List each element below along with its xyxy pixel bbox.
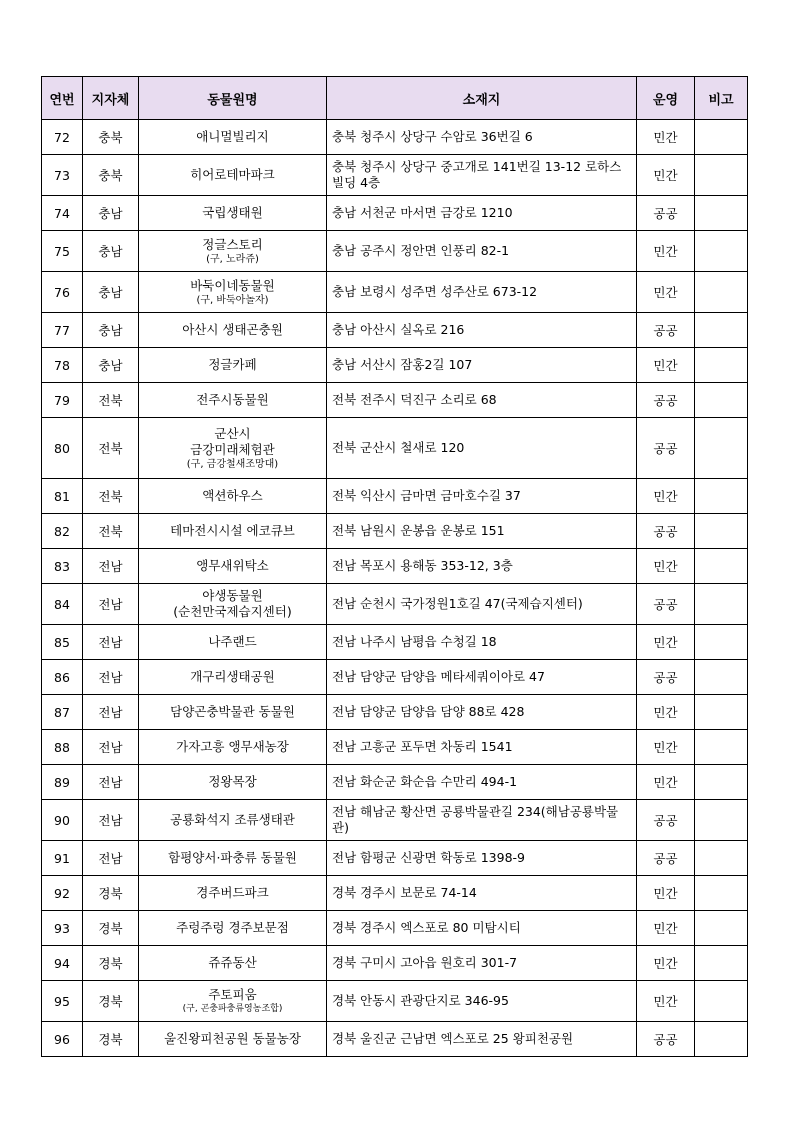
zoo-name: 액션하우스 (202, 488, 263, 503)
former-name-note: (구, 금강철새조망대) (186, 458, 279, 470)
row-name (139, 800, 327, 841)
row-no: 81 (42, 479, 83, 514)
row-remarks (695, 120, 748, 155)
row-region: 충남 (83, 231, 139, 272)
row-remarks (695, 584, 748, 625)
row-no: 78 (42, 348, 83, 383)
row-no: 94 (42, 946, 83, 981)
row-no: 93 (42, 911, 83, 946)
row-name (139, 660, 327, 695)
table-row (42, 549, 748, 584)
row-address: 충남 공주시 정안면 인풍리 82-1 (327, 231, 637, 272)
row-operation: 민간 (637, 730, 695, 765)
row-no: 83 (42, 549, 83, 584)
row-address: 충북 청주시 상당구 수암로 36번길 6 (327, 120, 637, 155)
row-operation: 민간 (637, 981, 695, 1022)
row-operation: 공공 (637, 313, 695, 348)
table-header (42, 77, 748, 120)
row-no: 80 (42, 418, 83, 479)
row-remarks (695, 549, 748, 584)
row-region: 전남 (83, 625, 139, 660)
row-no: 91 (42, 841, 83, 876)
row-no: 85 (42, 625, 83, 660)
row-address: 충남 서천군 마서면 금강로 1210 (327, 196, 637, 231)
row-name (139, 765, 327, 800)
row-name (139, 514, 327, 549)
row-remarks (695, 981, 748, 1022)
table-row (42, 196, 748, 231)
row-remarks (695, 272, 748, 313)
row-name (139, 418, 327, 479)
row-remarks (695, 231, 748, 272)
table-body (42, 120, 748, 1057)
zoo-name: 애니멀빌리지 (196, 129, 269, 144)
row-operation: 민간 (637, 625, 695, 660)
row-remarks (695, 196, 748, 231)
former-name-note: (구, 곤충파충류영농조합) (182, 1003, 283, 1014)
row-operation: 민간 (637, 876, 695, 911)
zoo-name: 쥬쥬동산 (208, 955, 257, 970)
header-operation: 운영 (637, 77, 695, 120)
table-row (42, 348, 748, 383)
row-operation: 민간 (637, 231, 695, 272)
row-remarks (695, 155, 748, 196)
row-no: 82 (42, 514, 83, 549)
row-remarks (695, 730, 748, 765)
row-operation: 민간 (637, 765, 695, 800)
table-row (42, 765, 748, 800)
zoo-name: 울진왕피천공원 동물농장 (164, 1031, 301, 1046)
table-row (42, 383, 748, 418)
row-remarks (695, 313, 748, 348)
row-address: 전남 함평군 신광면 학동로 1398-9 (327, 841, 637, 876)
row-region: 전남 (83, 841, 139, 876)
row-name (139, 946, 327, 981)
zoo-name: 군산시 (214, 425, 251, 441)
table-row (42, 155, 748, 196)
zoo-name: 정글카페 (208, 357, 257, 372)
row-operation: 민간 (637, 549, 695, 584)
row-operation: 공공 (637, 800, 695, 841)
table-row (42, 625, 748, 660)
row-name (139, 383, 327, 418)
row-no: 84 (42, 584, 83, 625)
header-address: 소재지 (327, 77, 637, 120)
row-region: 경북 (83, 911, 139, 946)
row-name (139, 479, 327, 514)
zoo-name: 주토피움 (208, 986, 257, 1002)
row-region: 경북 (83, 946, 139, 981)
row-address: 충남 아산시 실옥로 216 (327, 313, 637, 348)
row-no: 77 (42, 313, 83, 348)
row-address: 충남 서산시 잠홍2길 107 (327, 348, 637, 383)
table-row (42, 695, 748, 730)
row-no: 95 (42, 981, 83, 1022)
table-row (42, 120, 748, 155)
table-row (42, 418, 748, 479)
row-remarks (695, 514, 748, 549)
row-address: 충남 보령시 성주면 성주산로 673-12 (327, 272, 637, 313)
zoo-name-line2: 금강미래체험관 (190, 441, 275, 457)
row-region: 전북 (83, 418, 139, 479)
row-operation: 민간 (637, 911, 695, 946)
row-region: 전북 (83, 514, 139, 549)
row-address: 전남 목포시 용해동 353-12, 3층 (327, 549, 637, 584)
row-remarks (695, 800, 748, 841)
row-name (139, 981, 327, 1022)
row-operation: 공공 (637, 383, 695, 418)
row-name (139, 549, 327, 584)
zoo-name: 아산시 생태곤충원 (182, 322, 283, 337)
row-address: 전북 군산시 철새로 120 (327, 418, 637, 479)
row-address: 전남 고흥군 포두면 차동리 1541 (327, 730, 637, 765)
row-operation: 민간 (637, 155, 695, 196)
row-no: 79 (42, 383, 83, 418)
zoo-name: 정글스토리 (202, 236, 263, 252)
zoo-name: 야생동물원 (202, 588, 263, 603)
row-operation: 공공 (637, 196, 695, 231)
table-row (42, 272, 748, 313)
row-no: 89 (42, 765, 83, 800)
row-region: 경북 (83, 981, 139, 1022)
row-region: 전남 (83, 765, 139, 800)
row-name (139, 625, 327, 660)
table-row (42, 800, 748, 841)
zoo-name: 전주시동물원 (196, 392, 269, 407)
table-row (42, 730, 748, 765)
zoo-name: 앵무새위탁소 (196, 558, 269, 573)
table-row (42, 479, 748, 514)
row-operation: 민간 (637, 479, 695, 514)
row-name (139, 231, 327, 272)
row-region: 충남 (83, 272, 139, 313)
row-region: 경북 (83, 876, 139, 911)
row-region: 전남 (83, 730, 139, 765)
table-row (42, 313, 748, 348)
row-name (139, 348, 327, 383)
row-remarks (695, 1022, 748, 1057)
row-name (139, 120, 327, 155)
table-row (42, 1022, 748, 1057)
row-no: 87 (42, 695, 83, 730)
row-name (139, 1022, 327, 1057)
row-name (139, 155, 327, 196)
row-name (139, 272, 327, 313)
row-operation: 민간 (637, 348, 695, 383)
former-name-note: (구, 노라쥬) (206, 253, 259, 265)
row-address: 충북 청주시 상당구 중고개로 141번길 13-12 로하스빌딩 4층 (327, 155, 637, 196)
row-operation: 민간 (637, 272, 695, 313)
former-name-note: (구, 바둑아놀자) (196, 294, 269, 306)
zoo-name: 히어로테마파크 (190, 167, 275, 182)
row-no: 73 (42, 155, 83, 196)
row-region: 충북 (83, 120, 139, 155)
row-no: 75 (42, 231, 83, 272)
table-row (42, 876, 748, 911)
row-address: 경북 안동시 관광단지로 346-95 (327, 981, 637, 1022)
row-remarks (695, 841, 748, 876)
row-address: 경북 구미시 고아읍 원호리 301-7 (327, 946, 637, 981)
row-address: 전남 화순군 화순읍 수만리 494-1 (327, 765, 637, 800)
header-no: 연번 (42, 77, 83, 120)
table-row (42, 911, 748, 946)
row-no: 86 (42, 660, 83, 695)
zoo-name: 개구리생태공원 (190, 669, 275, 684)
row-remarks (695, 383, 748, 418)
row-name (139, 911, 327, 946)
row-no: 72 (42, 120, 83, 155)
zoo-name: 가자고흥 앵무새농장 (176, 739, 289, 754)
row-address: 전남 해남군 황산면 공룡박물관길 234(해남공룡박물관) (327, 800, 637, 841)
row-name (139, 695, 327, 730)
zoo-name: 공룡화석지 조류생태관 (170, 812, 295, 827)
row-address: 경북 경주시 보문로 74-14 (327, 876, 637, 911)
zoo-name: 국립생태원 (202, 205, 263, 220)
row-operation: 공공 (637, 584, 695, 625)
row-operation: 민간 (637, 695, 695, 730)
row-operation: 공공 (637, 1022, 695, 1057)
row-region: 경북 (83, 1022, 139, 1057)
row-no: 96 (42, 1022, 83, 1057)
table-row (42, 946, 748, 981)
header-row (42, 77, 748, 120)
row-address: 전남 순천시 국가정원1호길 47(국제습지센터) (327, 584, 637, 625)
row-region: 전북 (83, 479, 139, 514)
row-operation: 공공 (637, 660, 695, 695)
row-region: 충남 (83, 196, 139, 231)
row-address: 전남 담양군 담양읍 담양 88로 428 (327, 695, 637, 730)
table-row (42, 514, 748, 549)
row-remarks (695, 765, 748, 800)
row-name (139, 196, 327, 231)
header-remarks: 비고 (695, 77, 748, 120)
zoo-name: 함평양서·파충류 동물원 (168, 850, 297, 865)
row-address: 전북 남원시 운봉읍 운봉로 151 (327, 514, 637, 549)
row-remarks (695, 911, 748, 946)
row-remarks (695, 660, 748, 695)
zoo-name: 테마전시시설 에코큐브 (170, 523, 295, 538)
row-name (139, 584, 327, 625)
row-no: 92 (42, 876, 83, 911)
row-no: 74 (42, 196, 83, 231)
zoo-name: 담양곤충박물관 동물원 (170, 704, 295, 719)
row-operation: 공공 (637, 514, 695, 549)
zoo-name: 주렁주렁 경주보문점 (176, 920, 289, 935)
row-address: 경북 경주시 엑스포로 80 미탐시티 (327, 911, 637, 946)
table-row (42, 231, 748, 272)
row-region: 충북 (83, 155, 139, 196)
row-remarks (695, 418, 748, 479)
row-region: 충남 (83, 313, 139, 348)
row-remarks (695, 348, 748, 383)
header-region: 지자체 (83, 77, 139, 120)
zoo-name: 경주버드파크 (196, 885, 269, 900)
row-remarks (695, 876, 748, 911)
row-remarks (695, 946, 748, 981)
table-row (42, 841, 748, 876)
row-operation: 공공 (637, 841, 695, 876)
table-row (42, 981, 748, 1022)
row-operation: 민간 (637, 946, 695, 981)
row-name (139, 313, 327, 348)
zoo-name: 바둑이네동물원 (190, 277, 275, 293)
row-region: 전남 (83, 584, 139, 625)
zoo-name: 나주랜드 (208, 634, 257, 649)
row-region: 전남 (83, 695, 139, 730)
row-no: 90 (42, 800, 83, 841)
header-name: 동물원명 (139, 77, 327, 120)
row-address: 전남 나주시 남평읍 수청길 18 (327, 625, 637, 660)
row-address: 전남 담양군 담양읍 메타세쿼이아로 47 (327, 660, 637, 695)
table-row (42, 660, 748, 695)
row-name (139, 841, 327, 876)
row-address: 전북 익산시 금마면 금마호수길 37 (327, 479, 637, 514)
zoo-name: 정왕목장 (208, 774, 257, 789)
row-name (139, 730, 327, 765)
row-name (139, 876, 327, 911)
row-region: 전북 (83, 383, 139, 418)
row-remarks (695, 625, 748, 660)
row-address: 전북 전주시 덕진구 소리로 68 (327, 383, 637, 418)
row-remarks (695, 695, 748, 730)
row-address: 경북 울진군 근남면 엑스포로 25 왕피천공원 (327, 1022, 637, 1057)
row-no: 88 (42, 730, 83, 765)
row-no: 76 (42, 272, 83, 313)
zoo-name-line2: (순천만국제습지센터) (173, 604, 292, 619)
row-region: 충남 (83, 348, 139, 383)
row-remarks (695, 479, 748, 514)
row-region: 전남 (83, 549, 139, 584)
row-operation: 민간 (637, 120, 695, 155)
table-row (42, 584, 748, 625)
row-operation: 공공 (637, 418, 695, 479)
zoo-list-table (41, 76, 748, 1057)
row-region: 전남 (83, 660, 139, 695)
row-region: 전남 (83, 800, 139, 841)
